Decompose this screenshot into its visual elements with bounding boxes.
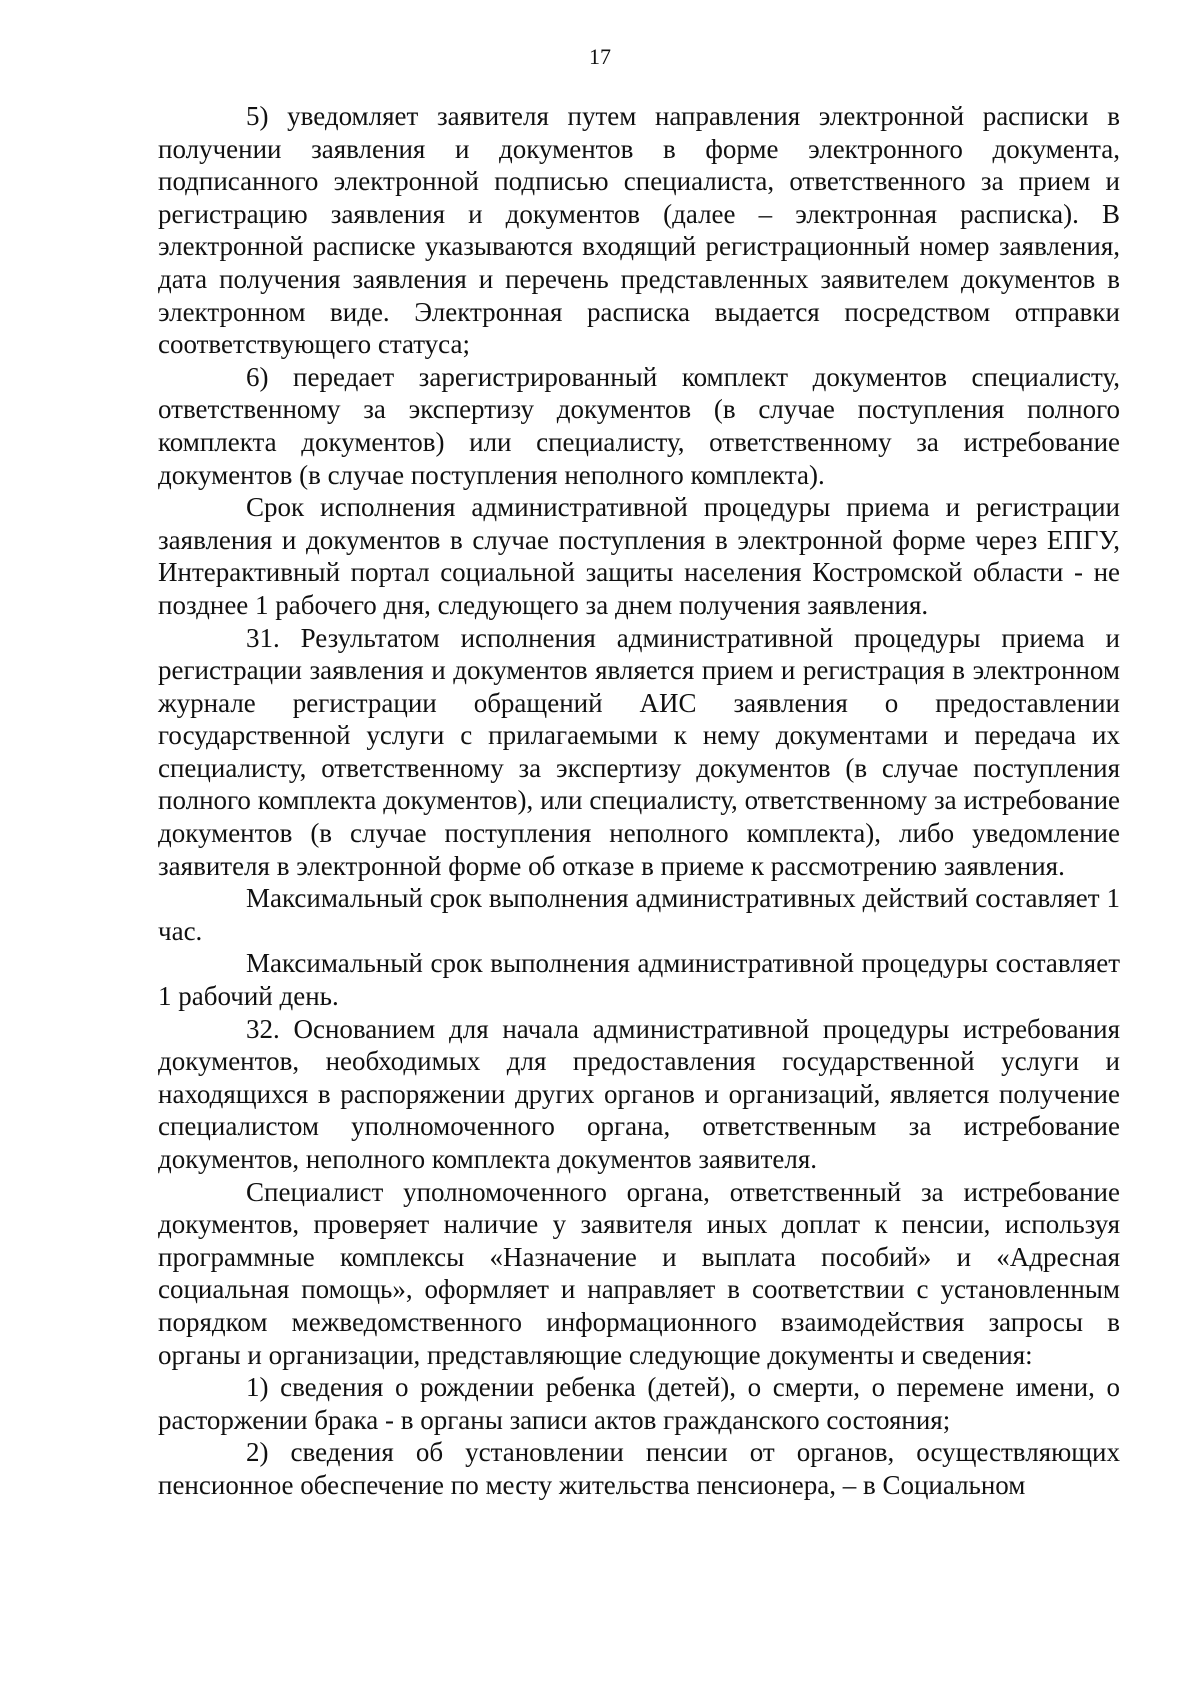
page-number: 17 [589,44,611,69]
paragraph-specialist-requests: Специалист уполномоченного органа, ответственный за истребование документов, проверяет наличие у заявителя иных доплат к пенсии, используя программные комплексы «Назначение и выплата пособий» и «Адресная социальная помощь», оформляет и направляет в соответствии с установленным порядком межведомственного информационного взаимодействия запросы в органы и организации, представляющие следующие документы и сведения: [158,1176,1120,1370]
paragraph-electronic-receipt: 5) уведомляет заявителя путем направления электронной расписки в получении заявления и документов в форме электронного документа, подписанного электронной подписью специалиста, ответственного за прием и регистрацию заявления и документов (далее – электронная расписка). В электронной расписке указываются входящий регистрационный номер заявления, дата получения заявления и перечень представленных заявителем документов в электронном виде. Электронная расписка выдается посредством отправки соответствующего статуса; [158,101,1120,360]
paragraph-item-31: 31. Результатом исполнения административной процедуры приема и регистрации заявления и документов является прием и регистрация в электронном журнале регистрации обращений АИС заявления о предоставлении государственной услуги с прилагаемыми к нему документами и передача их специалисту, ответственному за экспертизу документов (в случае поступления полного комплекта документов), или специалисту, ответственному за истребование документов (в случае поступления неполного комплекта), либо уведомление заявителя в электронной форме об отказе в приеме к рассмотрению заявления. [158,622,1120,881]
paragraph-item-32: 32. Основанием для начала административной процедуры истребования документов, необходимых для предоставления государственной услуги и находящихся в распоряжении других органов и организаций, является получение специалистом уполномоченного органа, ответственным за истребование документов, неполного комплекта документов заявителя. [158,1013,1120,1174]
paragraph-max-procedure-time: Максимальный срок выполнения административной процедуры составляет 1 рабочий день. [158,948,1120,1012]
paragraph-transfer-documents: 6) передает зарегистрированный комплект документов специалисту, ответственному за экспертизу документов (в случае поступления полного комплекта документов) или специалисту, ответственному за истребование документов (в случае поступления неполного комплекта). [158,361,1120,490]
paragraph-max-actions-time: Максимальный срок выполнения административных действий составляет 1 час. [158,883,1120,946]
paragraph-registration-deadline: Срок исполнения административной процедуры приема и регистрации заявления и документов в случае поступления в электронной форме через ЕПГУ, Интерактивный портал социальной защиты населения Костромской области - не позднее 1 рабочего дня, следующего за днем получения заявления. [158,492,1120,620]
paragraph-list-item-1: 1) сведения о рождении ребенка (детей), о смерти, о перемене имени, о расторжении брака - в органы записи актов гражданского состояния; [158,1372,1120,1435]
document-body [158,100,1120,1502]
paragraph-list-item-2: 2) сведения об установлении пенсии от органов, осуществляющих пенсионное обеспечение по месту жительства пенсионера, – в Социальном [158,1437,1120,1500]
